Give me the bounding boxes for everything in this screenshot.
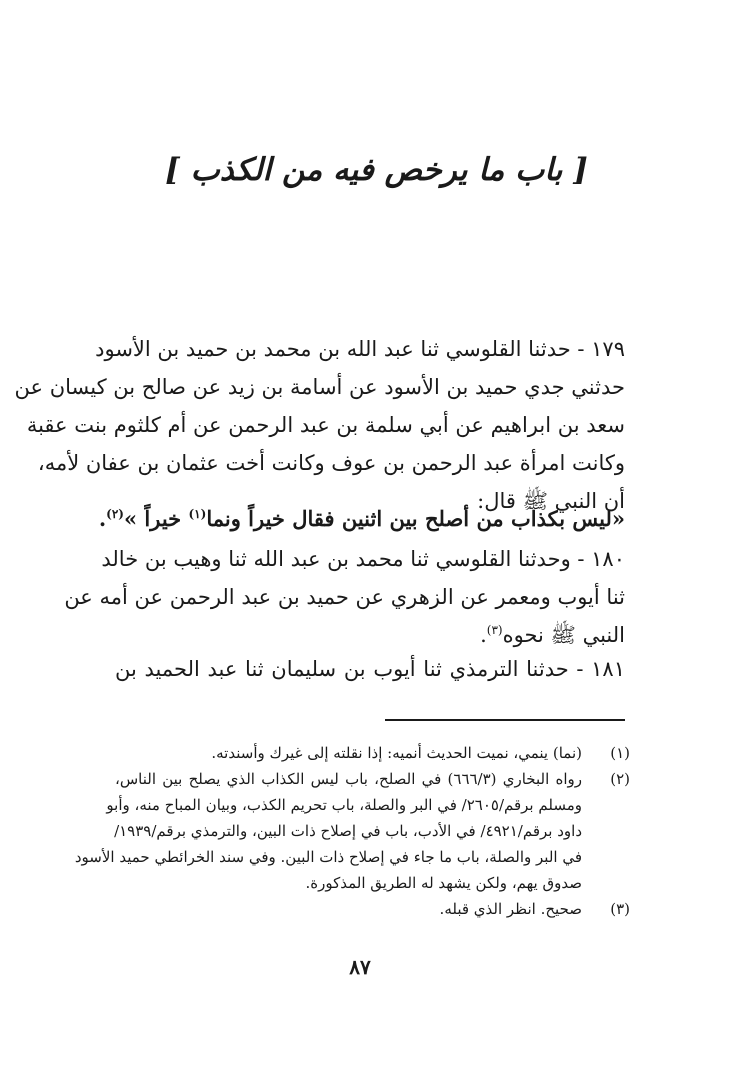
- footnote-line: (نما) ينمي، نميت الحديث أنميه: إذا نقلته إلى غيرك وأسندته.: [211, 744, 582, 762]
- footnote-2: [74, 766, 630, 896]
- footnote-line: صدوق يهم، ولكن يشهد له الطريق المذكورة.: [305, 874, 582, 892]
- footnote-number: (٣): [610, 900, 630, 918]
- footnote-ref-3: (٣): [486, 623, 503, 637]
- footnote-ref-1: (١): [188, 507, 207, 521]
- text-line: حدثني جدي حميد بن الأسود عن أسامة بن زيد عن صالح بن كيسان عن: [14, 375, 625, 399]
- text-line: النبي ﷺ نحوه: [502, 623, 625, 647]
- footnote-line: ومسلم برقم/٢٦٠٥/ في البر والصلة، باب تحريم الكذب، وبيان المباح منه، وأبو: [106, 796, 582, 814]
- paragraph-179: [14, 330, 625, 520]
- paragraph-181: [115, 650, 625, 688]
- footnotes: [74, 740, 630, 922]
- text-line: ثنا أيوب ومعمر عن الزهري عن حميد بن عبد الرحمن عن أمه عن: [64, 585, 625, 609]
- footnote-line: صحيح. انظر الذي قبله.: [439, 900, 582, 918]
- text-line: ١٧٩ - حدثنا القلوسي ثنا عبد الله بن محمد بن حميد بن الأسود: [95, 337, 625, 361]
- text-line: ١٨١ - حدثنا الترمذي ثنا أيوب بن سليمان ثنا عبد الحميد بن: [115, 657, 625, 681]
- footnote-number: (٢): [610, 770, 630, 788]
- text-line: ١٨٠ - وحدثنا القلوسي ثنا محمد بن عبد الله ثنا وهيب بن خالد: [101, 547, 625, 571]
- text-line: أن النبي ﷺ قال:: [477, 489, 625, 513]
- footnote-3: [115, 896, 630, 922]
- hadith-text: «ليس بكذاب من أصلح بين اثنين فقال خيراً ونما: [206, 506, 625, 531]
- footnote-number: (١): [610, 744, 630, 762]
- hadith-text-end: خيراً »: [123, 506, 189, 531]
- hadith-period: .: [98, 506, 107, 531]
- footnote-line: في البر والصلة، باب ما جاء في إصلاح ذات البين. وفي سند الخرائطي حميد الأسود: [74, 848, 582, 866]
- paragraph-180: [64, 540, 625, 654]
- text-line: وكانت امرأة عبد الرحمن بن عوف وكانت أخت عثمان بن عفان لأمه،: [37, 451, 625, 475]
- footnote-divider: [385, 719, 625, 721]
- footnote-line: داود برقم/٤٩٢١/ في الأدب، باب في إصلاح ذات البين، والترمذي برقم/١٩٣٩/: [114, 822, 582, 840]
- footnote-line: رواه البخاري (٦٦٦/٣) في الصلح، باب ليس الكذاب الذي يصلح بين الناس،: [115, 770, 582, 788]
- hadith-quote: [98, 500, 625, 538]
- text-line: سعد بن ابراهيم عن أبي سلمة بن عبد الرحمن عن أم كلثوم بنت عقبة: [26, 413, 625, 437]
- footnote-1: [115, 740, 630, 766]
- page-number: ٨٧: [349, 955, 371, 979]
- chapter-title: [ باب ما يرخص فيه من الكذب ]: [165, 152, 588, 188]
- footnote-ref-2: (٢): [106, 507, 124, 521]
- period: .: [480, 623, 487, 647]
